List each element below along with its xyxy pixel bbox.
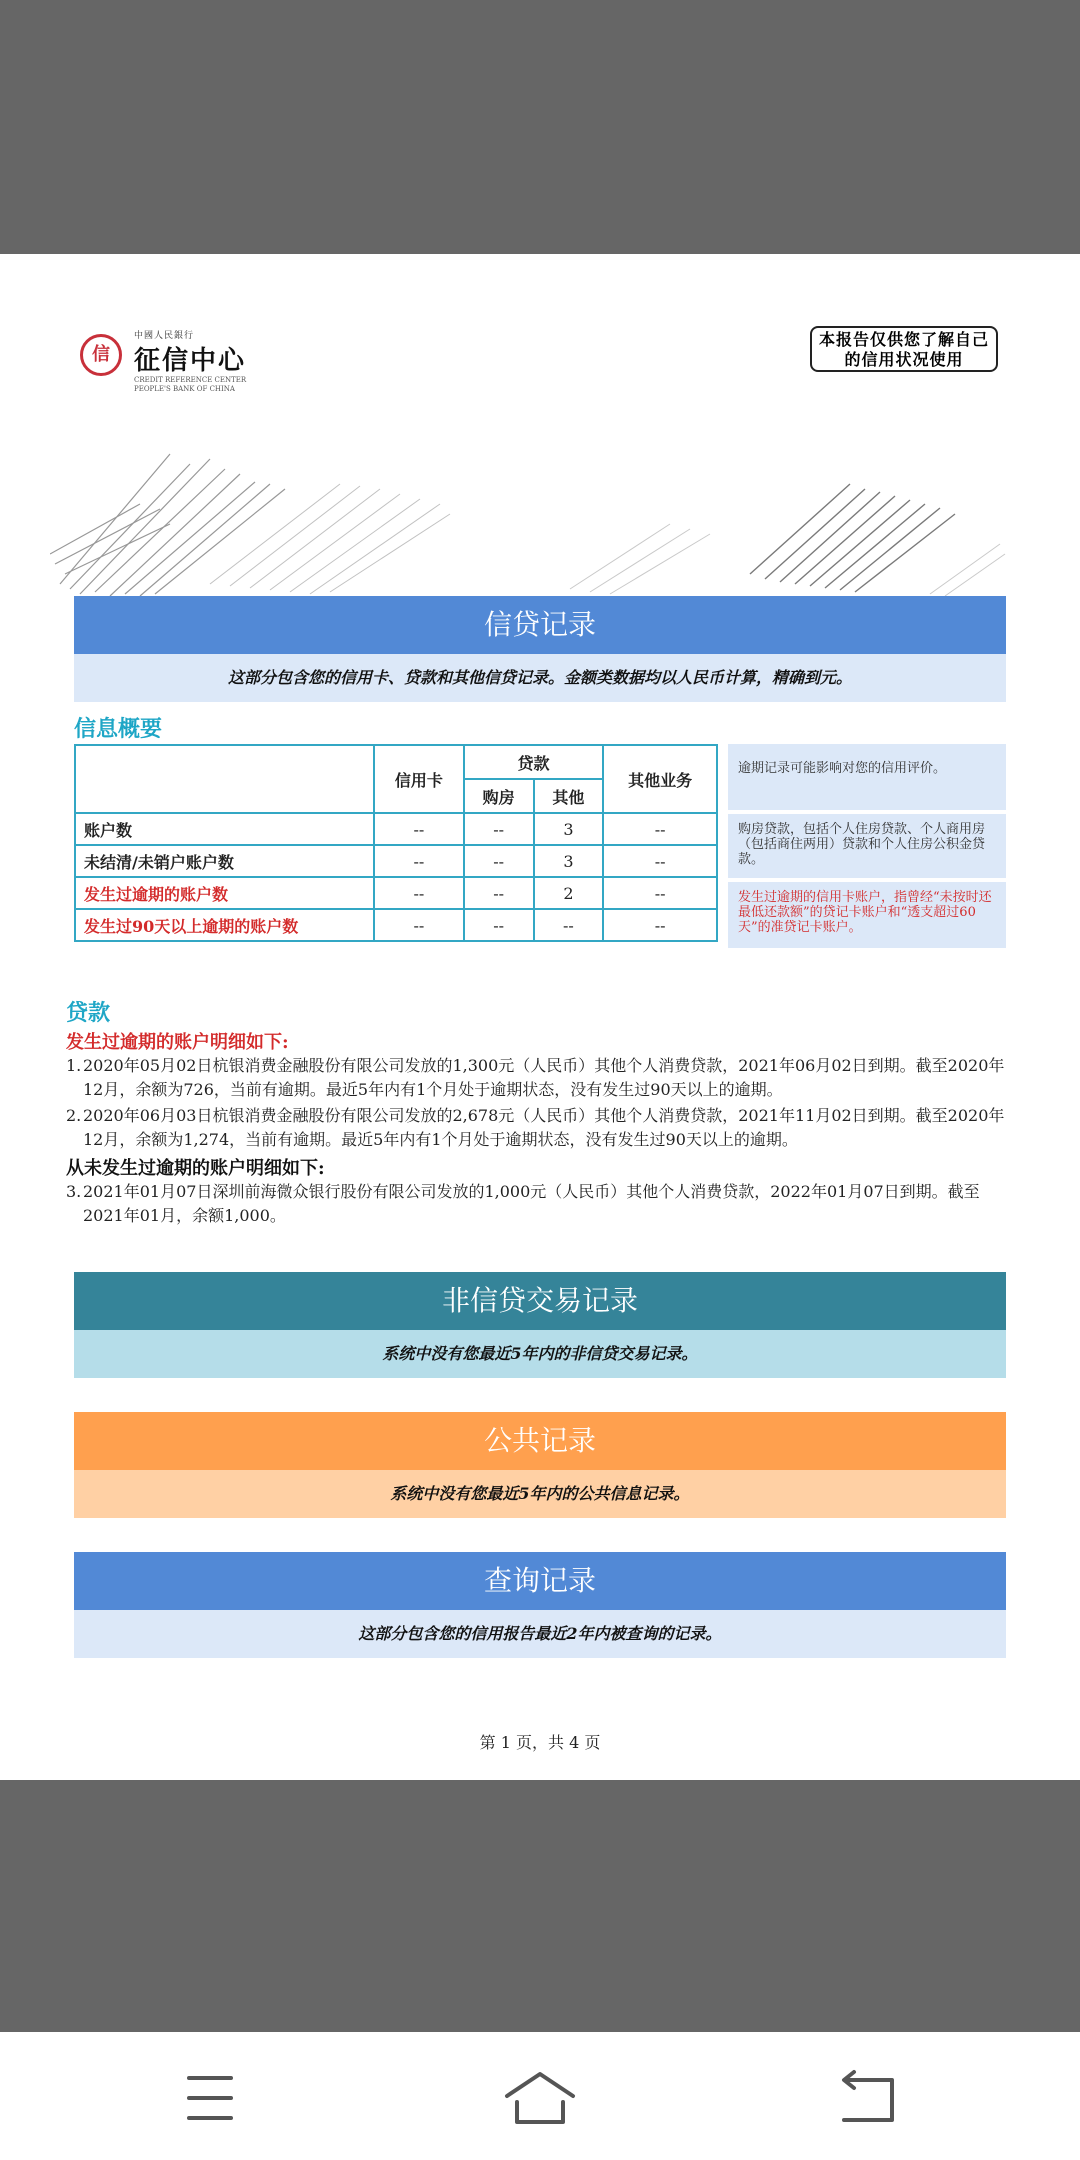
credit-record-subtitle: 这部分包含您的信用卡、贷款和其他信贷记录。金额类数据均以人民币计算，精确到元。	[74, 654, 1006, 702]
item-number: 2.	[66, 1106, 82, 1125]
back-icon[interactable]	[820, 2068, 910, 2128]
header-blank-cell	[75, 745, 374, 813]
cell-other: 3	[534, 845, 604, 877]
public-record-subtitle: 系统中没有您最近5年内的公共信息记录。	[74, 1470, 1006, 1518]
no-overdue-accounts-heading: 从未发生过逾期的账户明细如下:	[66, 1158, 325, 1179]
non-credit-banner: 非信贷交易记录	[74, 1272, 1006, 1330]
cell-cc: --	[374, 909, 464, 941]
cell-other: 2	[534, 877, 604, 909]
cell-house: --	[464, 909, 534, 941]
overdue-accounts-heading: 发生过逾期的账户明细如下:	[66, 1032, 289, 1053]
summary-table	[74, 744, 718, 942]
cell-house: --	[464, 845, 534, 877]
query-record-subtitle: 这部分包含您的信用报告最近2年内被查询的记录。	[74, 1610, 1006, 1658]
cell-house: --	[464, 813, 534, 845]
table-row	[75, 877, 717, 909]
col-other: 其他	[534, 779, 604, 813]
table-row	[75, 845, 717, 877]
query-record-banner: 查询记录	[74, 1552, 1006, 1610]
item-text: 2020年05月02日杭银消费金融股份有限公司发放的1,300元（人民币）其他个人消费贷款，2021年06月02日到期。截至2020年12月，余额为726，当前有逾期。最近5年内有1个月处于逾期状态，没有发生过90天以上的逾期。	[83, 1056, 1005, 1099]
item-number: 3.	[66, 1182, 82, 1201]
table-row	[75, 909, 717, 941]
cell-biz: --	[603, 877, 717, 909]
scribble-watermark	[50, 364, 1010, 604]
col-other-business: 其他业务	[603, 745, 717, 813]
loans-heading: 贷款	[66, 1001, 111, 1026]
row-label: 发生过90天以上逾期的账户数	[75, 909, 374, 941]
credit-record-banner: 信贷记录	[74, 596, 1006, 654]
list-item	[66, 1104, 1006, 1152]
row-label: 账户数	[75, 813, 374, 845]
logo-english: CREDIT REFERENCE CENTER PEOPLE'S BANK OF CHINA	[134, 376, 247, 393]
list-item	[66, 1054, 1006, 1102]
page-number: 第 1 页，共 4 页	[479, 1733, 601, 1752]
logo-top-text: 中國人民銀行	[134, 331, 195, 341]
navigation-bar	[0, 2032, 1080, 2160]
note-item: 购房贷款，包括个人住房贷款、个人商用房（包括商住两用）贷款和个人住房公积金贷款。	[728, 814, 1006, 878]
cell-house: --	[464, 877, 534, 909]
list-item	[66, 1180, 1006, 1228]
home-icon[interactable]	[495, 2068, 585, 2128]
note-item: 发生过逾期的信用卡账户，指曾经“未按时还最低还款额”的贷记卡账户和“透支超过60天”的准贷记卡账户。	[728, 882, 1006, 948]
col-housing: 购房	[464, 779, 534, 813]
logo-name: 征信中心	[134, 346, 247, 376]
item-number: 1.	[66, 1056, 82, 1075]
cell-other: --	[534, 909, 604, 941]
item-text: 2021年01月07日深圳前海微众银行股份有限公司发放的1,000元（人民币）其他个人消费贷款，2022年01月07日到期。截至2021年01月，余额1,000。	[83, 1182, 980, 1225]
note-item: 逾期记录可能影响对您的信用评价。	[728, 744, 1006, 810]
non-credit-subtitle: 系统中没有您最近5年内的非信贷交易记录。	[74, 1330, 1006, 1378]
public-record-banner: 公共记录	[74, 1412, 1006, 1470]
summary-notes	[728, 744, 1006, 952]
cell-cc: --	[374, 813, 464, 845]
usage-notice: 本报告仅供您了解自己的信用状况使用	[810, 326, 998, 372]
cell-biz: --	[603, 845, 717, 877]
col-loan: 贷款	[464, 745, 604, 779]
cell-other: 3	[534, 813, 604, 845]
cell-cc: --	[374, 845, 464, 877]
table-header-row	[75, 745, 717, 779]
table-row	[75, 813, 717, 845]
cell-cc: --	[374, 877, 464, 909]
col-credit-card: 信用卡	[374, 745, 464, 813]
cell-biz: --	[603, 813, 717, 845]
item-text: 2020年06月03日杭银消费金融股份有限公司发放的2,678元（人民币）其他个人消费贷款，2021年11月02日到期。截至2020年12月，余额为1,274，当前有逾期。最近5年内有1个月处于逾期状态，没有发生过90天以上的逾期。	[83, 1106, 1005, 1149]
row-label: 未结清/未销户账户数	[75, 845, 374, 877]
cell-biz: --	[603, 909, 717, 941]
report-page	[0, 254, 1080, 1780]
summary-heading: 信息概要	[74, 717, 163, 742]
row-label: 发生过逾期的账户数	[75, 877, 374, 909]
menu-icon[interactable]	[147, 2068, 237, 2128]
logo-seal-icon: 信	[80, 334, 122, 376]
